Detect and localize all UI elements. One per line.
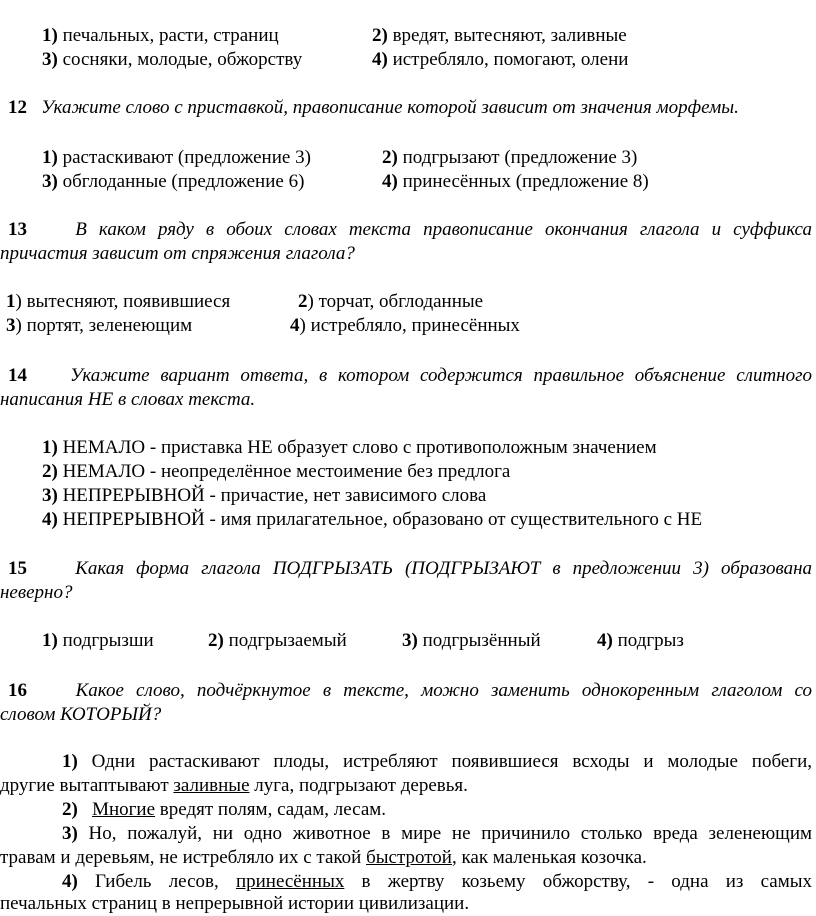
- q15-option-4: 4) подгрыз: [597, 630, 684, 651]
- underlined-word: заливные: [173, 775, 250, 796]
- q15-option-1: 1) подгрызши: [42, 630, 154, 651]
- q13-question-line-2: причастия зависит от спряжения глагола?: [0, 243, 355, 264]
- q13-option-1: 1) вытесняют, появившиеся: [6, 291, 231, 312]
- q16-option-3-line-1: 3) Но, пожалуй, ни одно животное в мире не причинило столько вреда зеленеющим: [62, 823, 813, 844]
- q11-option-3: 3) сосняки, молодые, обжорству: [42, 49, 303, 70]
- underlined-word: принесённых: [235, 871, 345, 892]
- q14-option-4: 4) НЕПРЕРЫВНОЙ - имя прилагательное, образовано от существительного с НЕ: [42, 509, 703, 530]
- question-number: 14: [8, 365, 27, 386]
- q13-question-line-1: 13 В каком ряду в обоих словах текста правописание окончания глагола и суффикса: [8, 219, 812, 240]
- q12-option-4: 4) принесённых (предложение 8): [382, 171, 649, 192]
- q14-option-3: 3) НЕПРЕРЫВНОЙ - причастие, нет зависимого слова: [42, 485, 487, 506]
- q14-option-1: 1) НЕМАЛО - приставка НЕ образует слово с противоположным значением: [42, 437, 657, 458]
- q14-option-2: 2) НЕМАЛО - неопределённое местоимение без предлога: [42, 461, 511, 482]
- question-number: 12: [8, 97, 27, 118]
- q16-option-1-line-2: другие вытаптывают заливные луга, подгрызают деревья.: [0, 775, 468, 796]
- q14-question-line-1: 14 Укажите вариант ответа, в котором содержится правильное объяснение слитного: [8, 365, 813, 386]
- underlined-word: Многие: [92, 799, 156, 820]
- q11-option-1: 1) печальных, расти, страниц: [42, 25, 279, 46]
- question-number: 15: [8, 558, 27, 579]
- q13-option-3: 3) портят, зеленеющим: [6, 315, 193, 336]
- question-number: 13: [8, 219, 27, 240]
- q12-option-2: 2) подгрызают (предложение 3): [382, 147, 638, 168]
- q16-option-2: 2) Многие вредят полям, садам, лесам.: [62, 799, 387, 820]
- q11-option-4: 4) истребляло, помогают, олени: [372, 49, 629, 70]
- q16-question-line-1: 16 Какое слово, подчёркнутое в тексте, можно заменить однокоренным глаголом со: [8, 680, 812, 701]
- q15-option-3: 3) подгрызённый: [402, 630, 541, 651]
- q12-option-3: 3) обглоданные (предложение 6): [42, 171, 305, 192]
- q14-question-line-2: написания НЕ в словах текста.: [0, 389, 256, 410]
- question-number: 16: [8, 680, 27, 701]
- q11-option-2: 2) вредят, вытесняют, заливные: [372, 25, 627, 46]
- q16-option-3-line-2: травам и деревьям, не истребляло их с такой быстротой, как маленькая козочка.: [0, 847, 647, 868]
- q15-question-line-2: неверно?: [0, 582, 73, 603]
- q12-option-1: 1) растаскивают (предложение 3): [42, 147, 311, 168]
- q13-option-2: 2) торчат, обглоданные: [298, 291, 484, 312]
- q16-question-line-2: словом КОТОРЫЙ?: [0, 704, 162, 725]
- q16-option-4-line-1: 4) Гибель лесов, принесённых в жертву козьему обжорству, - одна из самых: [62, 871, 812, 892]
- q15-question-line-1: 15 Какая форма глагола ПОДГРЫЗАТЬ (ПОДГРЫЗАЮТ в предложении 3) образована: [8, 558, 812, 579]
- underlined-word: быстротой: [366, 847, 452, 868]
- q15-option-2: 2) подгрызаемый: [208, 630, 347, 651]
- q13-option-4: 4) истребляло, принесённых: [290, 315, 520, 336]
- q16-option-4-line-2: печальных страниц в непрерывной истории цивилизации.: [0, 893, 470, 914]
- q16-option-1-line-1: 1) Одни растаскивают плоды, истребляют появившиеся всходы и молодые побеги,: [62, 751, 813, 772]
- q12-question: 12 Укажите слово с приставкой, правописание которой зависит от значения морфемы.: [8, 97, 739, 118]
